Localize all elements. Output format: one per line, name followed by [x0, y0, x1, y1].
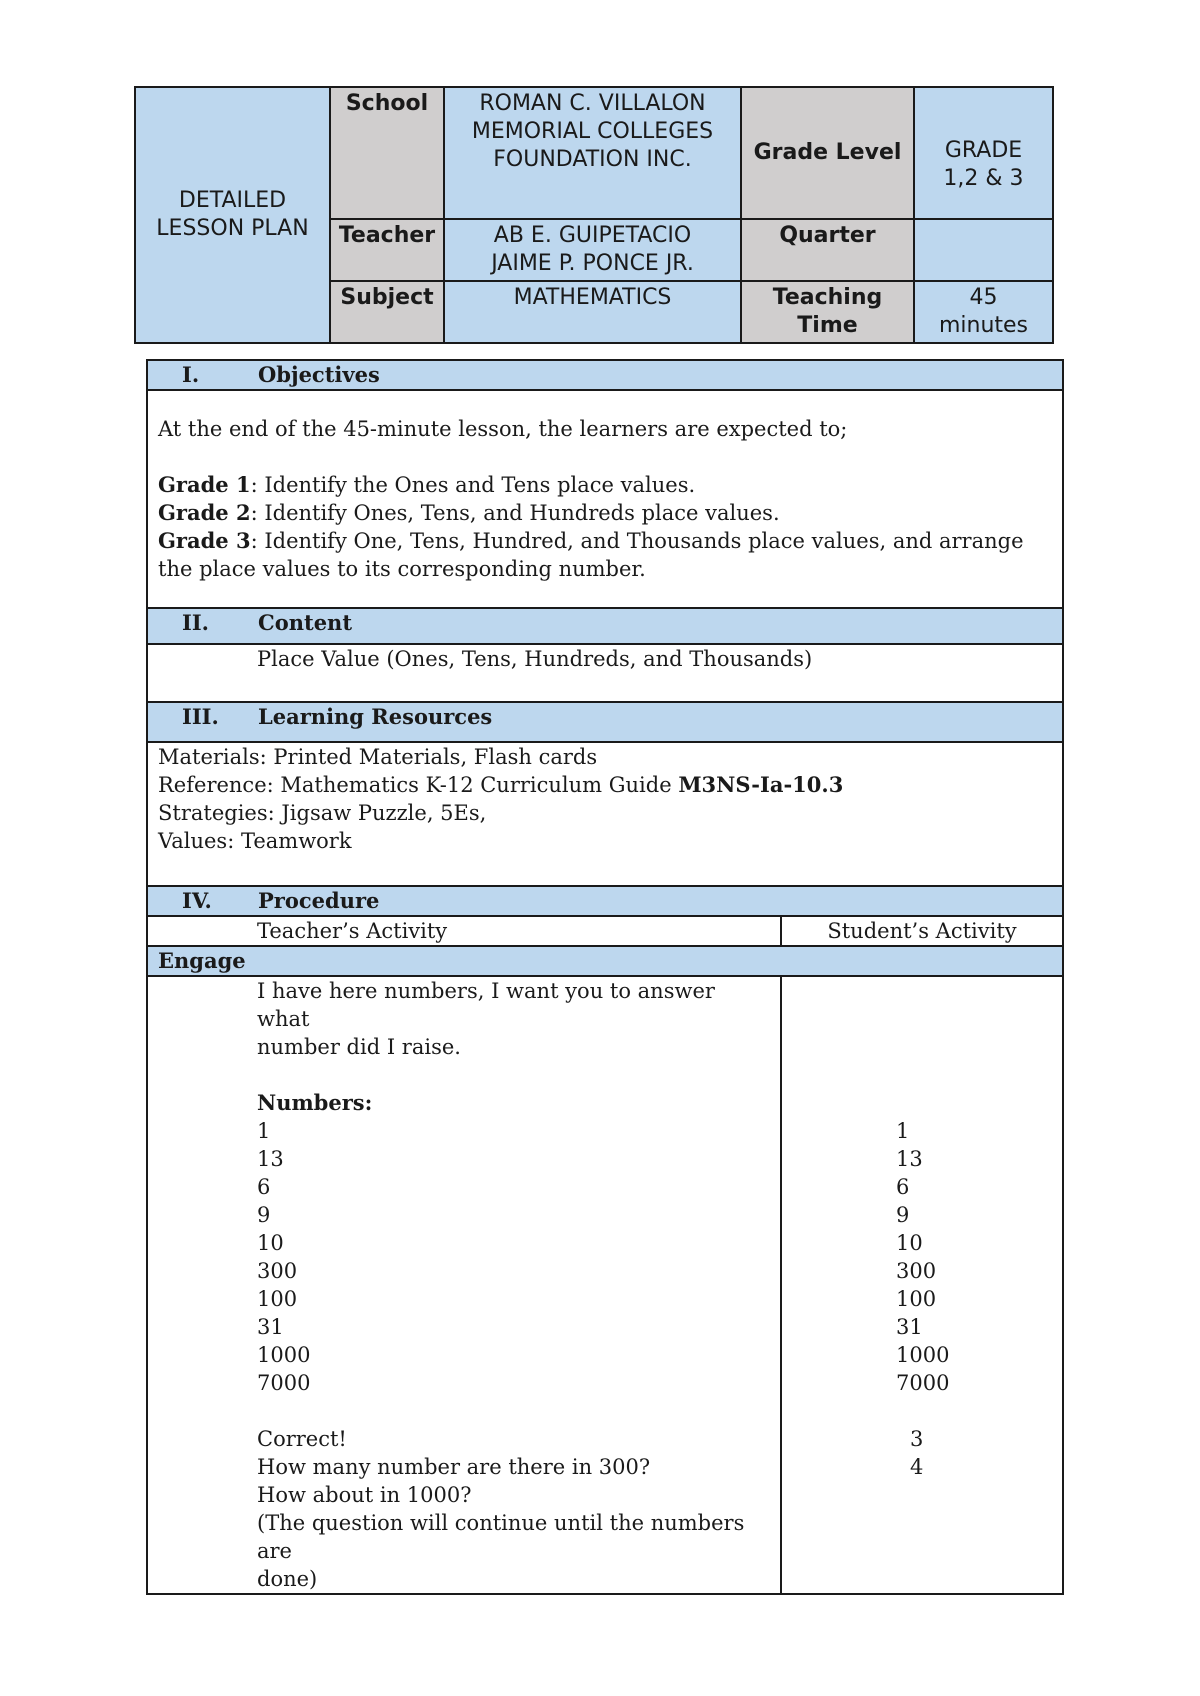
quarter-value — [914, 219, 1053, 281]
list-item: 100 — [896, 1287, 937, 1311]
list-item: 31 — [257, 1315, 284, 1339]
resources-body — [147, 742, 1063, 886]
section-header-procedure: IV. Procedure — [147, 886, 1063, 916]
list-item: 100 — [257, 1287, 298, 1311]
list-item: 10 — [257, 1231, 284, 1255]
subject-label: Subject — [330, 281, 444, 343]
teacher-label: Teacher — [330, 219, 444, 281]
objective-grade-2: Grade 2: Identify Ones, Tens, and Hundreds place values. — [158, 500, 780, 525]
lesson-table — [146, 359, 1064, 1595]
list-item: 7000 — [257, 1371, 311, 1395]
section-header-content: II. Content — [147, 608, 1063, 644]
quarter-label: Quarter — [741, 219, 914, 281]
resources-materials: Materials: Printed Materials, Flash cards — [158, 745, 598, 769]
grade-level-label: Grade Level — [741, 87, 914, 219]
grade-level-value: GRADE 1,2 & 3 — [914, 87, 1053, 219]
teacher-names: AB E. GUIPETACIO JAIME P. PONCE JR. — [444, 219, 741, 281]
section-header-resources: III. Learning Resources — [147, 702, 1063, 742]
list-item: 6 — [257, 1175, 271, 1199]
engage-label: Engage — [147, 946, 1063, 976]
list-item: 6 — [896, 1175, 910, 1199]
list-item: 300 — [896, 1259, 937, 1283]
list-item: 13 — [257, 1147, 284, 1171]
student-answers — [896, 1425, 1052, 1481]
subject-value: MATHEMATICS — [444, 281, 741, 343]
list-item: 9 — [896, 1203, 910, 1227]
resources-reference: Reference: Mathematics K-12 Curriculum Guide M3NS-Ia-10.3 — [158, 772, 844, 797]
teacher-numbers-list — [257, 1117, 770, 1397]
student-numbers-list — [896, 1117, 1052, 1397]
header-table — [134, 86, 1054, 344]
list-item: 7000 — [896, 1371, 950, 1395]
school-label: School — [330, 87, 444, 219]
list-item: 10 — [896, 1231, 923, 1255]
list-item: 13 — [896, 1147, 923, 1171]
teacher-activity-body: I have here numbers, I want you to answer what number did I raise. Numbers: 1 13 6 9 10 300 100 31 1000 7000 Correct! How many number are there in 300? How about in 1000? (The question will continue until the numbers are done) — [147, 976, 781, 1594]
list-item: 1 — [896, 1119, 910, 1143]
numbers-label: Numbers: — [257, 1090, 373, 1115]
student-activity-body — [781, 976, 1063, 1594]
objective-grade-3: Grade 3: Identify One, Tens, Hundred, and Thousands place values, and arrange the place values to its corresponding number. — [158, 528, 1024, 581]
resources-values: Values: Teamwork — [158, 829, 352, 853]
teacher-activity-header: Teacher’s Activity — [147, 916, 781, 946]
resources-strategies: Strategies: Jigsaw Puzzle, 5Es, — [158, 801, 487, 825]
list-item: 300 — [257, 1259, 298, 1283]
list-item: 1 — [257, 1119, 271, 1143]
objectives-intro: At the end of the 45-minute lesson, the learners are expected to; — [158, 417, 848, 441]
list-item: 1000 — [257, 1343, 311, 1367]
list-item: 31 — [896, 1315, 923, 1339]
school-name: ROMAN C. VILLALON MEMORIAL COLLEGES FOUNDATION INC. — [444, 87, 741, 219]
content-body: Place Value (Ones, Tens, Hundreds, and Thousands) — [147, 644, 1063, 702]
list-item: 1000 — [896, 1343, 950, 1367]
teaching-time-label: Teaching Time — [741, 281, 914, 343]
list-item: 4 — [910, 1455, 924, 1479]
section-header-objectives: I. Objectives — [147, 360, 1063, 390]
doc-title: DETAILED LESSON PLAN — [135, 87, 330, 343]
objectives-body — [147, 390, 1063, 608]
student-activity-header: Student’s Activity — [781, 916, 1063, 946]
objective-grade-1: Grade 1: Identify the Ones and Tens place values. — [158, 472, 696, 497]
teaching-time-value: 45 minutes — [914, 281, 1053, 343]
list-item: 9 — [257, 1203, 271, 1227]
list-item: 3 — [910, 1427, 924, 1451]
